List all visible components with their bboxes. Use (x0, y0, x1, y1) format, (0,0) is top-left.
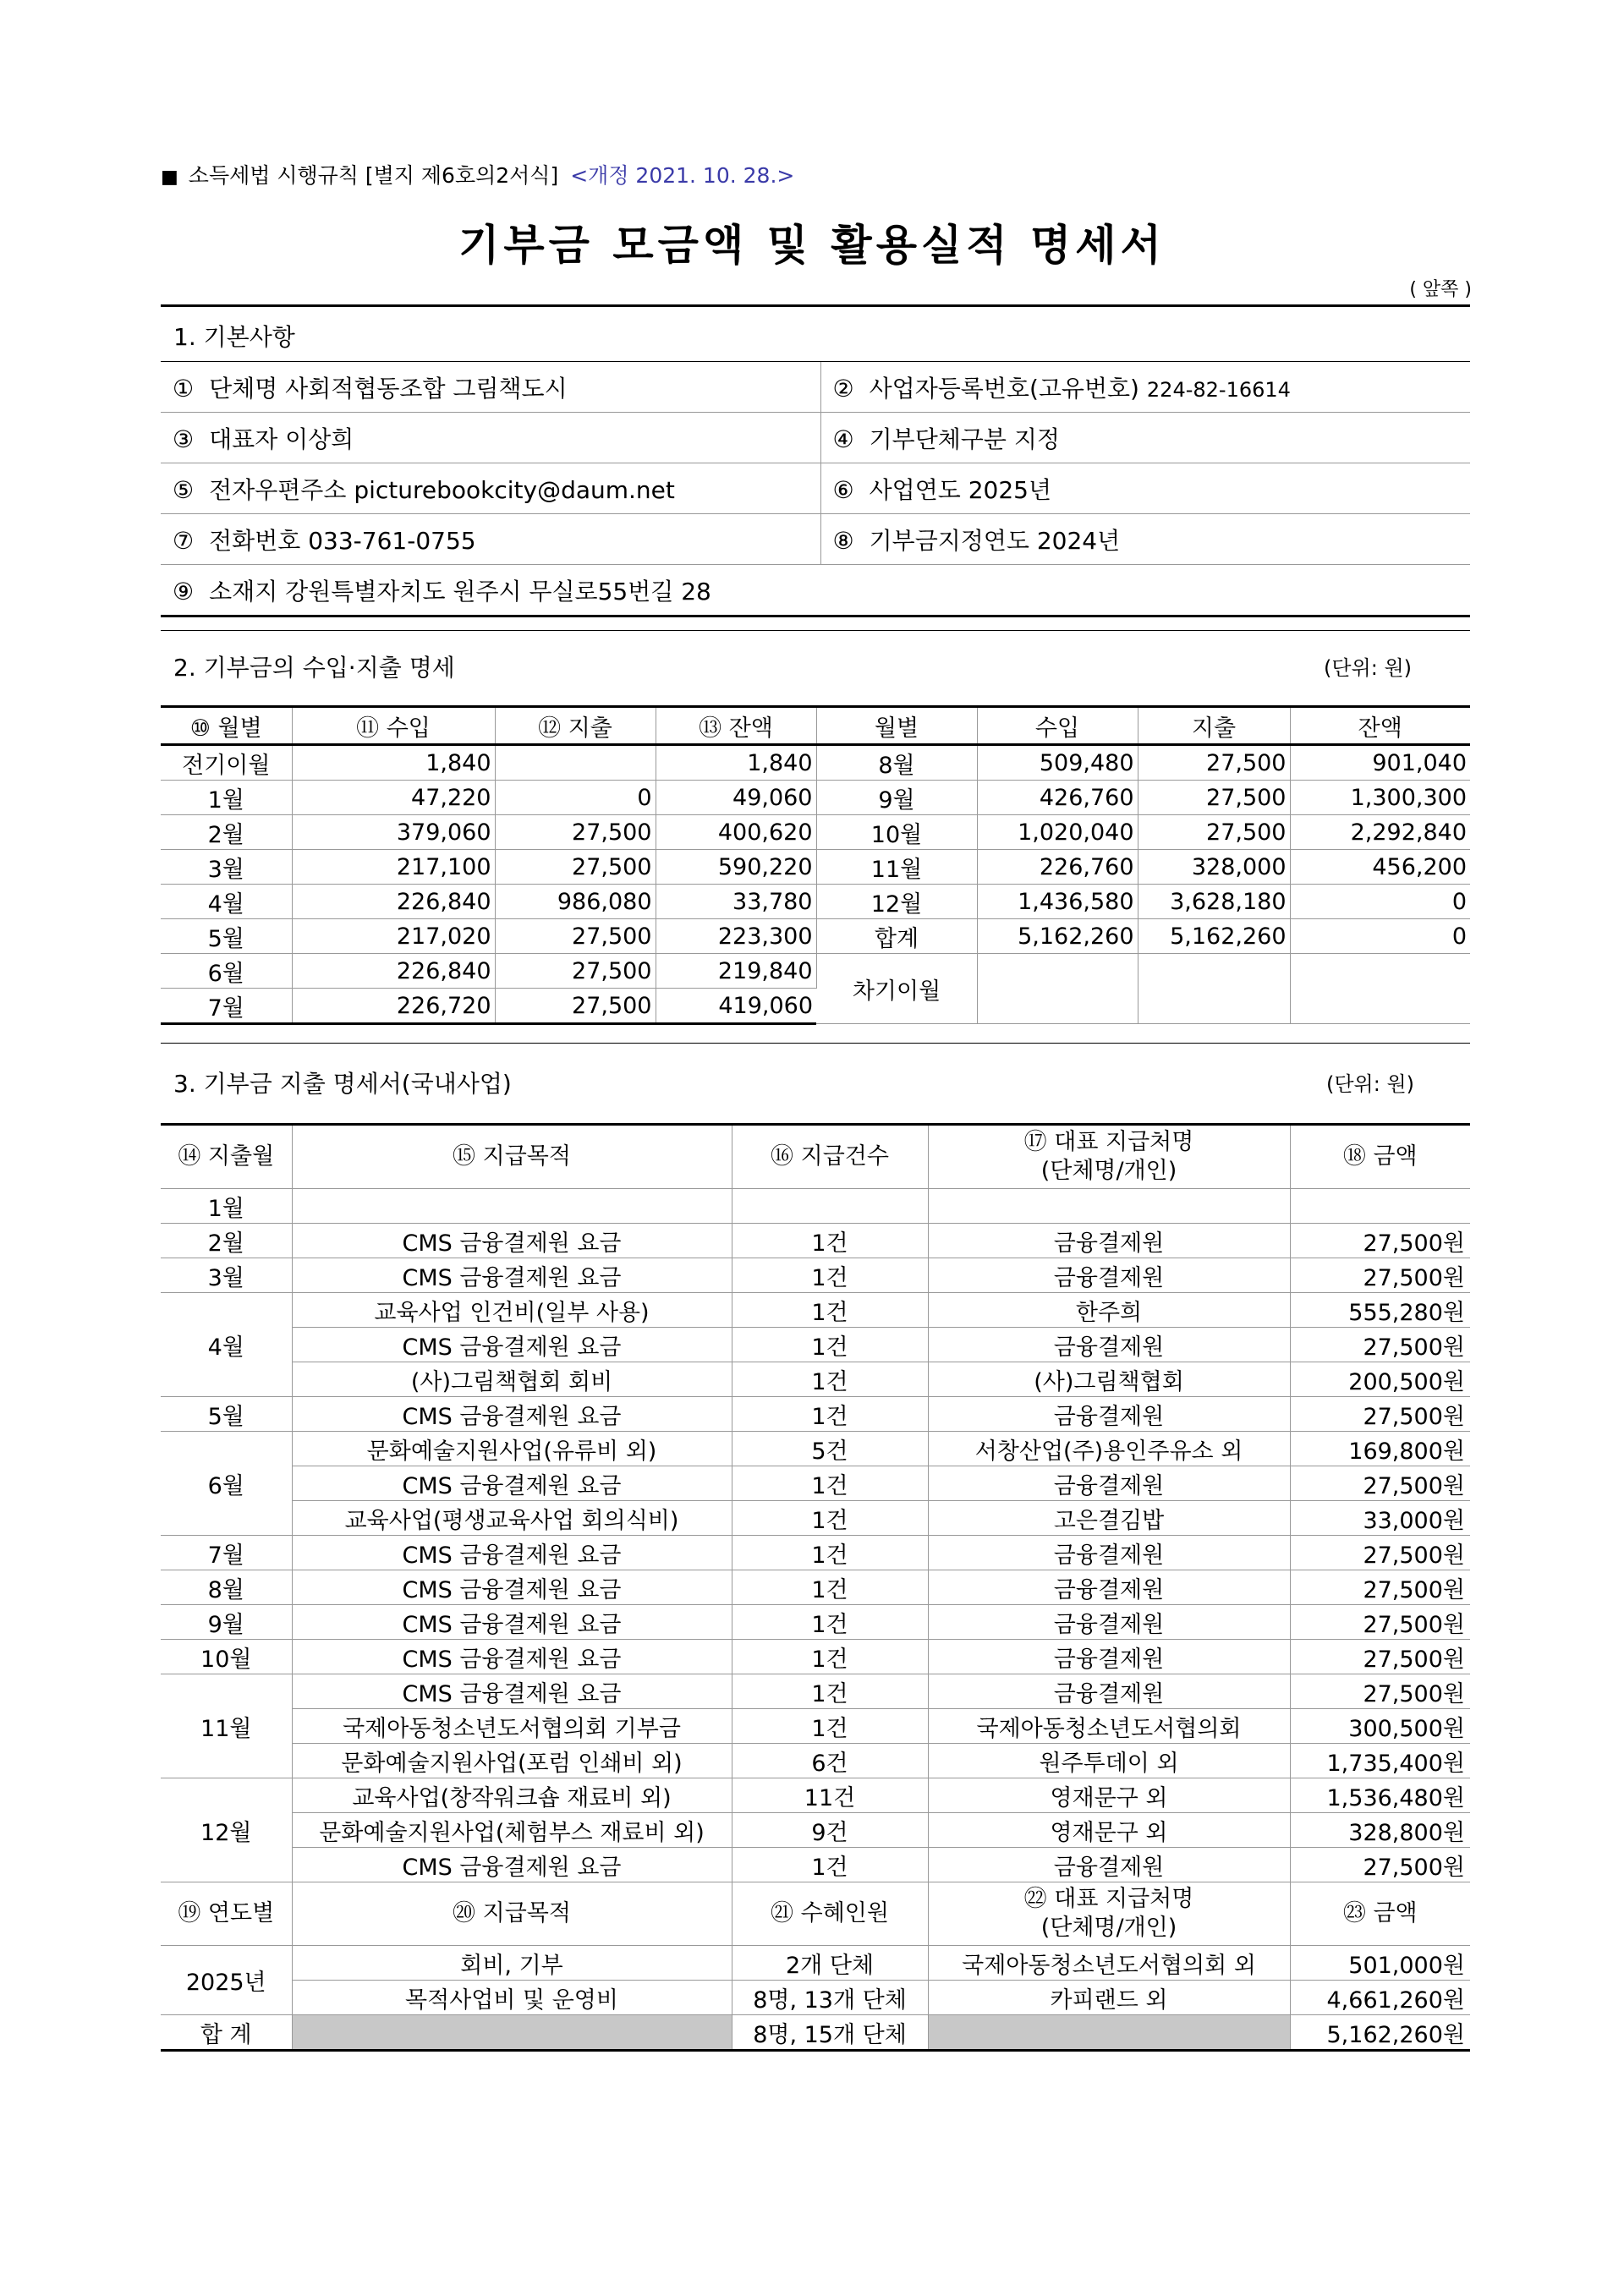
month-cell: 전기이월 (161, 745, 292, 781)
month-cell: 5월 (161, 1397, 292, 1432)
table-row (161, 815, 1470, 850)
balance-cell: 2,292,840 (1290, 815, 1470, 850)
income-cell: 226,760 (977, 850, 1138, 885)
section2-top-rule (161, 630, 1470, 631)
payee-cell: (사)그림책협회 (928, 1362, 1290, 1397)
income-cell: 226,720 (292, 989, 495, 1024)
header-summary-payee: ㉒ 대표 지급처명 (단체명/개인) (928, 1882, 1290, 1946)
header-spend-month: ⑭ 지출월 (161, 1125, 292, 1189)
table-row (161, 1848, 1470, 1882)
count-cell: 1건 (732, 1501, 928, 1536)
balance-cell: 590,220 (656, 850, 816, 885)
table-row (161, 1397, 1470, 1432)
section1-title: 1. 기본사항 (173, 323, 295, 351)
month-cell: 12월 (161, 1778, 292, 1882)
section2-title: 2. 기부금의 수입·지출 명세 (173, 654, 455, 682)
income-cell: 379,060 (292, 815, 495, 850)
count-cell: 11건 (732, 1778, 928, 1813)
section3-unit: (단위: 원) (1326, 1072, 1414, 1096)
carry-next-income-cell (977, 954, 1138, 1024)
section2-unit: (단위: 원) (1324, 656, 1412, 680)
month-cell: 9월 (161, 1605, 292, 1640)
purpose-cell: CMS 금융결제원 요금 (292, 1848, 732, 1882)
payee-cell: 금융결제원 (928, 1848, 1290, 1882)
month-cell: 3월 (161, 1258, 292, 1293)
purpose-cell: CMS 금융결제원 요금 (292, 1640, 732, 1674)
representative-cell: ③ 대표자 이상희 (161, 413, 820, 463)
carry-next-balance-cell (1290, 954, 1470, 1024)
payee-cell: 영재문구 외 (928, 1813, 1290, 1848)
month-cell: 6월 (161, 954, 292, 989)
table-row (161, 1744, 1470, 1778)
income-cell: 426,760 (977, 781, 1138, 815)
expense-cell: 27,500 (495, 989, 656, 1024)
expense-cell: 27,500 (495, 815, 656, 850)
balance-cell: 419,060 (656, 989, 816, 1024)
count-cell: 1건 (732, 1466, 928, 1501)
count-cell: 1건 (732, 1328, 928, 1362)
purpose-cell: 문화예술지원사업(체험부스 재료비 외) (292, 1813, 732, 1848)
header-amount: ⑱ 금액 (1290, 1125, 1470, 1189)
balance-cell: 456,200 (1290, 850, 1470, 885)
table-row (161, 1432, 1470, 1466)
purpose-cell: (사)그림책협회 회비 (292, 1362, 732, 1397)
amount-cell: 200,500원 (1290, 1362, 1470, 1397)
payee-cell: 금융결제원 (928, 1674, 1290, 1709)
amount-cell: 27,500원 (1290, 1258, 1470, 1293)
header-summary-purpose: ⑳ 지급목적 (292, 1882, 732, 1946)
purpose-cell: 문화예술지원사업(포럼 인쇄비 외) (292, 1744, 732, 1778)
purpose-cell: 교육사업(창작워크숍 재료비 외) (292, 1778, 732, 1813)
org-name-cell: ① 단체명 사회적협동조합 그림책도시 (161, 362, 820, 413)
table-row (161, 1536, 1470, 1570)
amount-cell: 300,500원 (1290, 1709, 1470, 1744)
payee-cell: 카피랜드 외 (928, 1981, 1290, 2015)
income-cell: 1,840 (292, 745, 495, 781)
month-cell: 1월 (161, 1189, 292, 1224)
table-row (161, 885, 1470, 919)
year-cell: 2025년 (161, 1946, 292, 2015)
table-row (161, 1293, 1470, 1328)
balance-cell: 1,840 (656, 745, 816, 781)
count-cell: 1건 (732, 1397, 928, 1432)
amount-cell: 27,500원 (1290, 1328, 1470, 1362)
payee-cell: 영재문구 외 (928, 1778, 1290, 1813)
table-row (161, 1605, 1470, 1640)
amount-cell: 27,500원 (1290, 1674, 1470, 1709)
carry-next-expense-cell (1138, 954, 1290, 1024)
total-label: 합 계 (161, 2015, 292, 2051)
amount-cell (1290, 1189, 1470, 1224)
count-cell: 1건 (732, 1224, 928, 1258)
beneficiaries-cell: 8명, 13개 단체 (732, 1981, 928, 2015)
purpose-cell: CMS 금융결제원 요금 (292, 1605, 732, 1640)
header-balance-2: 잔액 (1290, 707, 1470, 745)
payee-cell: 서창산업(주)용인주유소 외 (928, 1432, 1290, 1466)
email-cell: ⑤ 전자우편주소 picturebookcity@daum.net (161, 463, 820, 514)
income-cell: 217,100 (292, 850, 495, 885)
basic-info-row (161, 463, 1470, 514)
purpose-cell: CMS 금융결제원 요금 (292, 1397, 732, 1432)
header-month: ⑩ 월별 (161, 707, 292, 745)
phone-cell: ⑦ 전화번호 033-761-0755 (161, 514, 820, 565)
amount-cell: 27,500원 (1290, 1640, 1470, 1674)
table-row (161, 850, 1470, 885)
expense-cell: 27,500 (495, 919, 656, 954)
shaded-cell (928, 2015, 1290, 2051)
table-row (161, 919, 1470, 954)
amount-cell: 33,000원 (1290, 1501, 1470, 1536)
count-cell: 1건 (732, 1293, 928, 1328)
balance-cell: 400,620 (656, 815, 816, 850)
month-cell: 10월 (161, 1640, 292, 1674)
expenditure-header (161, 1125, 1470, 1189)
address-cell: ⑨ 소재지 강원특별자치도 원주시 무실로55번길 28 (161, 565, 1470, 616)
amount-cell: 27,500원 (1290, 1570, 1470, 1605)
table-row (161, 1501, 1470, 1536)
month-cell: 8월 (161, 1570, 292, 1605)
expense-cell: 328,000 (1138, 850, 1290, 885)
payee-cell: 금융결제원 (928, 1466, 1290, 1501)
month-cell: 8월 (816, 745, 977, 781)
table-row (161, 1328, 1470, 1362)
basic-info-row (161, 514, 1470, 565)
table-row (161, 954, 1470, 989)
table-row (161, 1362, 1470, 1397)
summary-row (161, 1981, 1470, 2015)
balance-cell: 219,840 (656, 954, 816, 989)
payee-cell: 금융결제원 (928, 1258, 1290, 1293)
payee-cell (928, 1189, 1290, 1224)
section3-title: 3. 기부금 지출 명세서(국내사업) (173, 1070, 512, 1098)
expense-cell: 3,628,180 (1138, 885, 1290, 919)
header-income: ⑪ 수입 (292, 707, 495, 745)
amount-cell: 27,500원 (1290, 1397, 1470, 1432)
purpose-cell: CMS 금융결제원 요금 (292, 1536, 732, 1570)
month-cell: 6월 (161, 1432, 292, 1536)
payee-cell: 원주투데이 외 (928, 1744, 1290, 1778)
amount-cell: 1,735,400원 (1290, 1744, 1470, 1778)
purpose-cell (292, 1189, 732, 1224)
amount-cell: 27,500원 (1290, 1848, 1470, 1882)
header-summary-amount: ㉓ 금액 (1290, 1882, 1470, 1946)
purpose-cell: CMS 금융결제원 요금 (292, 1258, 732, 1293)
payee-cell: 금융결제원 (928, 1224, 1290, 1258)
balance-cell: 0 (1290, 885, 1470, 919)
balance-cell: 223,300 (656, 919, 816, 954)
business-year-cell: ⑥ 사업연도 2025년 (820, 463, 1470, 514)
section3-top-rule (161, 1043, 1470, 1044)
purpose-cell: CMS 금융결제원 요금 (292, 1674, 732, 1709)
header-beneficiaries: ㉑ 수혜인원 (732, 1882, 928, 1946)
count-cell: 1건 (732, 1848, 928, 1882)
purpose-cell: 교육사업(평생교육사업 회의식비) (292, 1501, 732, 1536)
header-payee: ⑰ 대표 지급처명 (단체명/개인) (928, 1125, 1290, 1189)
table-row (161, 1640, 1470, 1674)
expense-cell: 27,500 (1138, 815, 1290, 850)
payee-cell: 한주희 (928, 1293, 1290, 1328)
header-balance: ⑬ 잔액 (656, 707, 816, 745)
month-cell: 3월 (161, 850, 292, 885)
month-cell: 2월 (161, 1224, 292, 1258)
payee-cell: 국제아동청소년도서협의회 외 (928, 1946, 1290, 1981)
amount-cell: 4,661,260원 (1290, 1981, 1470, 2015)
amount-cell: 169,800원 (1290, 1432, 1470, 1466)
shaded-cell (292, 2015, 732, 2051)
count-cell: 1건 (732, 1570, 928, 1605)
income-cell: 226,840 (292, 885, 495, 919)
count-cell: 6건 (732, 1744, 928, 1778)
purpose-cell: CMS 금융결제원 요금 (292, 1570, 732, 1605)
table-row (161, 1258, 1470, 1293)
total-label-cell: 합계 (816, 919, 977, 954)
balance-cell: 901,040 (1290, 745, 1470, 781)
payee-cell: 금융결제원 (928, 1328, 1290, 1362)
amount-cell: 555,280원 (1290, 1293, 1470, 1328)
table-row (161, 745, 1470, 781)
month-cell: 11월 (161, 1674, 292, 1778)
balance-cell: 1,300,300 (1290, 781, 1470, 815)
document-title: 기부금 모금액 및 활용실적 명세서 (458, 221, 1166, 270)
month-cell: 10월 (816, 815, 977, 850)
title-rule (161, 304, 1470, 307)
count-cell: 1건 (732, 1640, 928, 1674)
payee-cell: 금융결제원 (928, 1640, 1290, 1674)
month-cell: 11월 (816, 850, 977, 885)
count-cell: 5건 (732, 1432, 928, 1466)
income-cell: 1,436,580 (977, 885, 1138, 919)
amount-cell: 27,500원 (1290, 1605, 1470, 1640)
month-cell: 4월 (161, 1293, 292, 1397)
month-cell: 7월 (161, 989, 292, 1024)
expense-cell: 986,080 (495, 885, 656, 919)
amount-cell: 27,500원 (1290, 1224, 1470, 1258)
total-row (161, 2015, 1470, 2051)
amount-cell: 328,800원 (1290, 1813, 1470, 1848)
payee-cell: 금융결제원 (928, 1536, 1290, 1570)
purpose-cell: 회비, 기부 (292, 1946, 732, 1981)
amount-cell: 1,536,480원 (1290, 1778, 1470, 1813)
table-row (161, 781, 1470, 815)
summary-row (161, 1946, 1470, 1981)
income-expense-header (161, 707, 1470, 745)
table-row (161, 1224, 1470, 1258)
expense-cell: 27,500 (1138, 781, 1290, 815)
basic-info-row (161, 565, 1470, 616)
table-row (161, 1189, 1470, 1224)
income-cell: 47,220 (292, 781, 495, 815)
purpose-cell: CMS 금융결제원 요금 (292, 1328, 732, 1362)
month-cell: 12월 (816, 885, 977, 919)
header-count: ⑯ 지급건수 (732, 1125, 928, 1189)
month-cell: 2월 (161, 815, 292, 850)
header-expense: ⑫ 지출 (495, 707, 656, 745)
total-income-cell: 5,162,260 (977, 919, 1138, 954)
form-reference-line (161, 159, 794, 189)
count-cell: 1건 (732, 1536, 928, 1570)
purpose-cell: CMS 금융결제원 요금 (292, 1224, 732, 1258)
table-row (161, 1778, 1470, 1813)
expense-cell: 27,500 (1138, 745, 1290, 781)
income-expense-table (161, 705, 1470, 1025)
month-cell: 9월 (816, 781, 977, 815)
amount-cell: 27,500원 (1290, 1466, 1470, 1501)
payee-cell: 고은결김밥 (928, 1501, 1290, 1536)
purpose-cell: 교육사업 인건비(일부 사용) (292, 1293, 732, 1328)
total-expense-cell: 5,162,260 (1138, 919, 1290, 954)
total-beneficiaries: 8명, 15개 단체 (732, 2015, 928, 2051)
basic-info-row (161, 413, 1470, 463)
carry-next-cell: 차기이월 (816, 954, 977, 1024)
payee-cell: 금융결제원 (928, 1605, 1290, 1640)
count-cell: 1건 (732, 1709, 928, 1744)
expense-cell: 0 (495, 781, 656, 815)
table-row (161, 1709, 1470, 1744)
header-expense-2: 지출 (1138, 707, 1290, 745)
count-cell: 1건 (732, 1605, 928, 1640)
designation-year-cell: ⑧ 기부금지정연도 2024년 (820, 514, 1470, 565)
donation-org-type-cell: ④ 기부단체구분 지정 (820, 413, 1470, 463)
total-amount: 5,162,260원 (1290, 2015, 1470, 2051)
basic-info-table (161, 362, 1470, 617)
month-cell: 5월 (161, 919, 292, 954)
payee-cell: 국제아동청소년도서협의회 (928, 1709, 1290, 1744)
header-year: ⑲ 연도별 (161, 1882, 292, 1946)
form-reference: 소득세법 시행규칙 [별지 제6호의2서식] (188, 163, 559, 188)
expenditure-table (161, 1123, 1470, 2052)
table-row (161, 1674, 1470, 1709)
beneficiaries-cell: 2개 단체 (732, 1946, 928, 1981)
payee-cell: 금융결제원 (928, 1397, 1290, 1432)
count-cell (732, 1189, 928, 1224)
purpose-cell: 국제아동청소년도서협의회 기부금 (292, 1709, 732, 1744)
count-cell: 9건 (732, 1813, 928, 1848)
header-purpose: ⑮ 지급목적 (292, 1125, 732, 1189)
purpose-cell: CMS 금융결제원 요금 (292, 1466, 732, 1501)
count-cell: 1건 (732, 1674, 928, 1709)
balance-cell: 33,780 (656, 885, 816, 919)
header-month-2: 월별 (816, 707, 977, 745)
income-cell: 226,840 (292, 954, 495, 989)
purpose-cell: 목적사업비 및 운영비 (292, 1981, 732, 2015)
business-number-cell: ② 사업자등록번호(고유번호) 224-82-16614 (820, 362, 1470, 413)
amount-cell: 501,000원 (1290, 1946, 1470, 1981)
income-cell: 509,480 (977, 745, 1138, 781)
balance-cell: 49,060 (656, 781, 816, 815)
table-row (161, 1570, 1470, 1605)
header-income-2: 수입 (977, 707, 1138, 745)
front-side-mark: ( 앞쪽 ) (1409, 279, 1472, 300)
revision-date: <개정 2021. 10. 28.> (570, 163, 795, 188)
payee-cell: 금융결제원 (928, 1570, 1290, 1605)
month-cell: 1월 (161, 781, 292, 815)
basic-info-row (161, 362, 1470, 413)
table-row (161, 1813, 1470, 1848)
amount-cell: 27,500원 (1290, 1536, 1470, 1570)
month-cell: 7월 (161, 1536, 292, 1570)
income-cell: 1,020,040 (977, 815, 1138, 850)
count-cell: 1건 (732, 1258, 928, 1293)
income-cell: 217,020 (292, 919, 495, 954)
square-bullet: ■ (161, 167, 178, 188)
expense-cell: 27,500 (495, 954, 656, 989)
summary-header (161, 1882, 1470, 1946)
count-cell: 1건 (732, 1362, 928, 1397)
expense-cell: 27,500 (495, 850, 656, 885)
table-row (161, 1466, 1470, 1501)
expense-cell (495, 745, 656, 781)
purpose-cell: 문화예술지원사업(유류비 외) (292, 1432, 732, 1466)
total-balance-cell: 0 (1290, 919, 1470, 954)
month-cell: 4월 (161, 885, 292, 919)
